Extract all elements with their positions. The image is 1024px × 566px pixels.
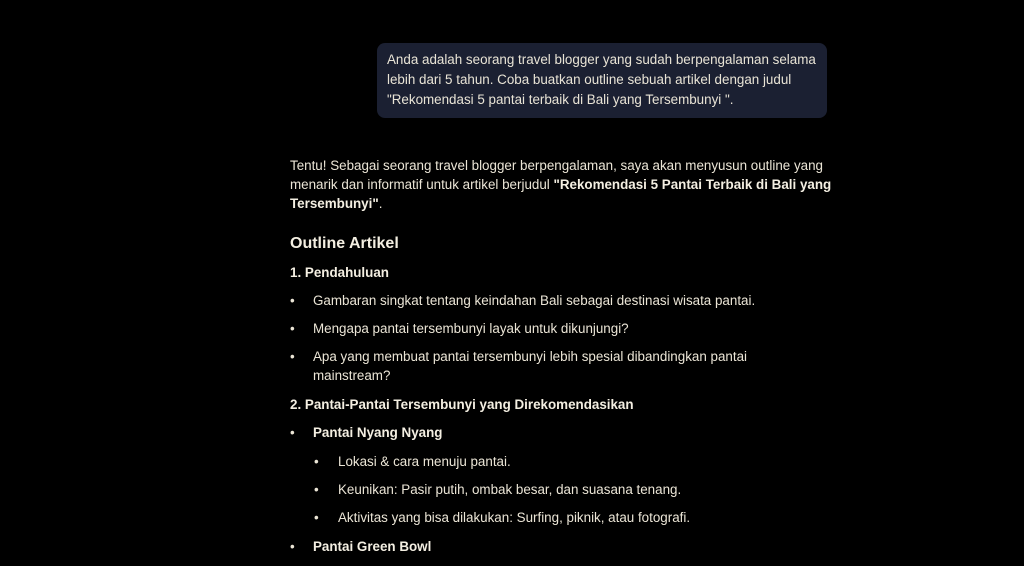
beach-name: Pantai Green Bowl [313,539,432,554]
reply-intro-suffix: . [378,196,383,211]
outline-heading: Outline Artikel [290,235,399,252]
list-item-text: Mengapa pantai tersembunyi layak untuk dikunjungi? [313,321,629,336]
bullet-icon: • [314,454,319,469]
bullet-icon: • [290,293,295,308]
reply-intro-text: Tentu! Sebagai seorang travel blogger berpengalaman, saya akan menyusun outline yang menarik dan informatif untuk artikel berjudul [290,158,824,192]
bullet-icon: • [290,539,295,554]
list-item-text: Aktivitas yang bisa dilakukan: Surfing, piknik, atau fotografi. [338,510,691,525]
list-item-text: Apa yang membuat pantai tersembunyi lebih spesial dibandingkan pantai mainstream? [313,349,747,383]
bullet-icon: • [314,482,319,497]
section-1-title: 1. Pendahuluan [290,265,389,280]
bullet-icon: • [290,349,295,364]
beach-name: Pantai Nyang Nyang [313,425,443,440]
list-item-text: Gambaran singkat tentang keindahan Bali sebagai destinasi wisata pantai. [313,293,756,308]
bullet-icon: • [290,321,295,336]
list-item-text: Lokasi & cara menuju pantai. [338,454,511,469]
reply-intro [290,156,835,213]
reply-intro-title: "Rekomendasi 5 Pantai Terbaik di Bali yang Tersembunyi" [290,177,832,211]
bullet-icon: • [314,510,319,525]
user-message-bubble [377,43,827,118]
bullet-icon: • [290,425,295,440]
user-message-text: Anda adalah seorang travel blogger yang sudah berpengalaman selama lebih dari 5 tahun. Coba buatkan outline sebuah artikel dengan judul "Rekomendasi 5 pantai terbaik di Bali yang Tersembunyi ". [387,52,816,107]
section-2-title: 2. Pantai-Pantai Tersembunyi yang Direkomendasikan [290,397,634,412]
assistant-reply [290,156,835,554]
list-item-text: Keunikan: Pasir putih, ombak besar, dan suasana tenang. [338,482,682,497]
